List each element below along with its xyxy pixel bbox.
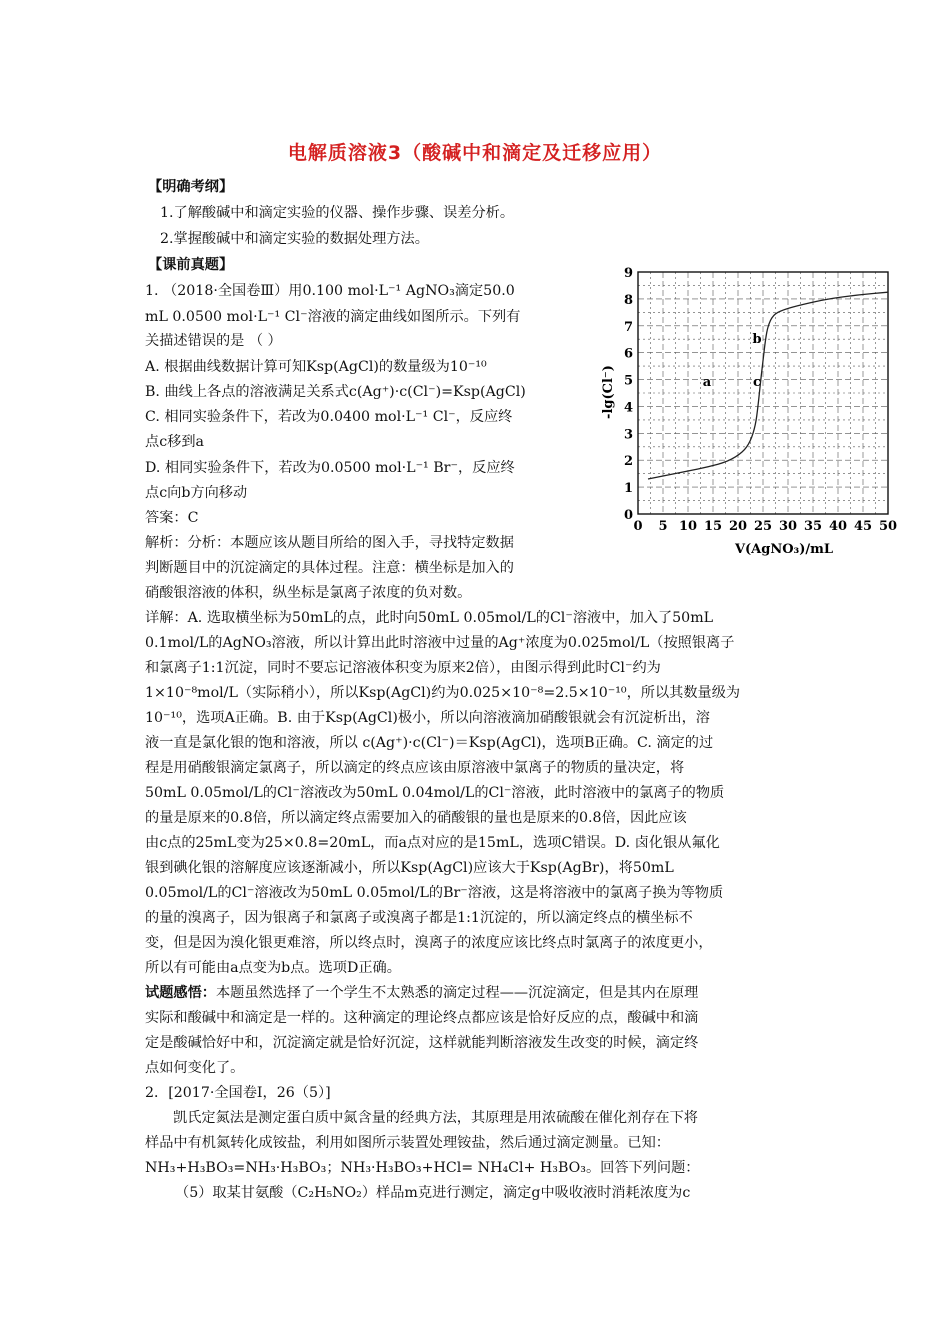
q1-detail-8: 50mL 0.05mol/L的Cl⁻溶液改为50mL 0.04mol/L的Cl⁻溶液，此时溶液中的氯离子的物质 — [145, 785, 725, 801]
q1-detail-12: 0.05mol/L的Cl⁻溶液改为50mL 0.05mol/L的Br⁻溶液，这是将溶液中的氯离子换为等物质 — [145, 885, 724, 901]
q1-analysis-1: 解析：分析：本题应该从题目所给的图入手，寻找特定数据 — [145, 535, 514, 551]
q2-para-4: （5）取某甘氨酸（C₂H₅NO₂）样品m克进行测定，滴定g中吸收液时消耗浓度为c — [175, 1185, 691, 1201]
goal-item-1: 1.了解酸碱中和滴定实验的仪器、操作步骤、误差分析。 — [160, 205, 515, 221]
titration-curve — [648, 292, 888, 479]
goal-item-2: 2.掌握酸碱中和滴定实验的数据处理方法。 — [160, 231, 429, 247]
q1-detail-5: 10⁻¹⁰，选项A正确。B. 由于Ksp(AgCl)极小，所以向溶液滴加硝酸银就会有沉淀析出，溶 — [145, 710, 710, 726]
q1-detail-3: 和氯离子1:1沉淀，同时不要忘记溶液体积变为原来2倍），由图示得到此时Cl⁻约为 — [145, 660, 661, 676]
q1-feeling-text-1: 本题虽然选择了一个学生不太熟悉的滴定过程——沉淀滴定，但是其内在原理 — [215, 985, 699, 1001]
q2-para-3: NH₃+H₃BO₃=NH₃·H₃BO₃；NH₃·H₃BO₃+HCl= NH₄Cl+ H₃BO₃。回答下列问题： — [145, 1160, 700, 1176]
x-tick-label: 10 — [678, 519, 698, 534]
q2-para-2: 样品中有机氮转化成铵盐，利用如图所示装置处理铵盐，然后通过滴定测量。已知： — [145, 1135, 670, 1151]
x-tick-label: 5 — [658, 519, 668, 534]
q1-feeling-line-3: 定是酸碱恰好中和，沉淀滴定就是恰好沉淀，这样就能判断溶液发生改变的时候，滴定终 — [145, 1035, 699, 1051]
q1-option-c-line2: 点c移到a — [145, 434, 204, 450]
x-tick-label: 15 — [703, 519, 723, 534]
q1-answer: 答案：C — [145, 510, 199, 526]
q2-para-1: 凯氏定氮法是测定蛋白质中氮含量的经典方法，其原理是用浓硫酸在催化剂存在下将 — [173, 1110, 698, 1126]
q1-line-3: 关描述错误的是 （ ） — [145, 333, 282, 349]
titration-chart — [598, 262, 903, 560]
x-tick-label: 50 — [878, 519, 898, 534]
x-axis-label: V(AgNO₃)/mL — [734, 542, 834, 557]
q1-line-1: 1. （2018·全国卷Ⅲ）用0.100 mol·L⁻¹ AgNO₃滴定50.0 — [145, 283, 515, 299]
q1-analysis-2: 判断题目中的沉淀滴定的具体过程。注意：横坐标是加入的 — [145, 560, 514, 576]
y-tick-label: 2 — [623, 454, 633, 470]
y-tick-label: 7 — [623, 319, 633, 335]
q1-detail-2: 0.1mol/L的AgNO₃溶液，所以计算出此时溶液中过量的Ag⁺浓度为0.025mol/L（按照银离子 — [145, 635, 735, 651]
y-tick-label: 1 — [623, 481, 633, 497]
q1-feeling-line-2: 实际和酸碱中和滴定是一样的。这种滴定的理论终点都应该是恰好反应的点，酸碱中和滴 — [145, 1010, 699, 1026]
x-tick-label: 25 — [753, 519, 773, 534]
q1-option-a: A. 根据曲线数据计算可知Ksp(AgCl)的数量级为10⁻¹⁰ — [145, 359, 487, 375]
q1-detail-13: 的量的溴离子，因为银离子和氯离子或溴离子都是1:1沉淀的，所以滴定终点的横坐标不 — [145, 910, 693, 926]
x-tick-label: 30 — [778, 519, 798, 534]
chart-grid — [638, 272, 888, 514]
point-label-c: c — [753, 375, 761, 391]
y-tick-label: 8 — [623, 292, 633, 308]
q2-heading: 2．[2017·全国卷Ⅰ，26（5）] — [145, 1085, 331, 1101]
q1-option-d-line1: D. 相同实验条件下，若改为0.0500 mol·L⁻¹ Br⁻，反应终 — [145, 460, 515, 476]
x-tick-label: 45 — [853, 519, 873, 534]
q1-analysis-3: 硝酸银溶液的体积，纵坐标是氯离子浓度的负对数。 — [145, 585, 472, 601]
q1-detail-9: 的量是原来的0.8倍，所以滴定终点需要加入的硝酸银的量也是原来的0.8倍，因此应该 — [145, 810, 687, 826]
y-tick-label: 9 — [623, 266, 633, 281]
chart-point-labels — [703, 332, 762, 390]
q1-option-b: B. 曲线上各点的溶液满足关系式c(Ag⁺)·c(Cl⁻)=Ksp(AgCl) — [145, 384, 526, 400]
q1-detail-6: 液一直是氯化银的饱和溶液，所以 c(Ag⁺)·c(Cl⁻)＝Ksp(AgCl)，选项B正确。C. 滴定的过 — [145, 735, 714, 751]
y-axis-label: -lg(Cl⁻) — [601, 365, 616, 419]
y-tick-label: 3 — [623, 427, 633, 443]
q1-detail-1: 详解：A. 选取横坐标为50mL的点，此时向50mL 0.05mol/L的Cl⁻溶液中，加入了50mL — [145, 610, 714, 626]
x-tick-label: 0 — [633, 519, 643, 534]
x-tick-label: 40 — [828, 519, 848, 534]
q1-detail-7: 程是用硝酸银滴定氯离子，所以滴定的终点应该由原溶液中氯离子的物质的量决定，将 — [145, 760, 685, 776]
q1-detail-10: 由c点的25mL变为25×0.8=20mL，而a点对应的是15mL，选项C错误。D. 卤化银从氟化 — [145, 835, 720, 851]
point-label-a: a — [702, 375, 712, 391]
q1-option-d-line2: 点c向b方向移动 — [145, 485, 248, 501]
y-tick-label: 6 — [623, 346, 633, 362]
q1-detail-11: 银到碘化银的溶解度应该逐渐减小，所以Ksp(AgCl)应该大于Ksp(AgBr)，将50mL — [145, 860, 674, 876]
q1-option-c-line1: C. 相同实验条件下，若改为0.0400 mol·L⁻¹ Cl⁻，反应终 — [145, 409, 513, 425]
chart-tick-labels — [624, 266, 897, 534]
section-goals-heading: 【明确考纲】 — [148, 179, 234, 195]
q1-line-2: mL 0.0500 mol·L⁻¹ Cl⁻溶液的滴定曲线如图所示。下列有 — [145, 309, 521, 325]
q1-feeling-line-4: 点如何变化了。 — [145, 1060, 245, 1076]
page-title: 电解质溶液3（酸碱中和滴定及迁移应用） — [287, 142, 663, 164]
y-tick-label: 4 — [623, 400, 633, 416]
x-tick-label: 35 — [803, 519, 823, 534]
q1-detail-14: 变，但是因为溴化银更难溶，所以终点时，溴离子的浓度应该比终点时氯离子的浓度更小， — [145, 935, 713, 951]
q1-detail-4: 1×10⁻⁸mol/L（实际稍小），所以Ksp(AgCl)约为0.025×10⁻⁸=2.5×10⁻¹⁰，所以其数量级为 — [145, 685, 741, 701]
q1-feeling-label: 试题感悟： — [145, 985, 216, 1001]
q1-feeling-line-1 — [145, 981, 698, 1007]
y-tick-label: 5 — [623, 373, 633, 389]
q1-detail-15: 所以有可能由a点变为b点。选项D正确。 — [145, 960, 401, 976]
section-exam-heading: 【课前真题】 — [148, 257, 234, 273]
point-label-b: b — [752, 332, 762, 348]
y-tick-label: 0 — [623, 508, 633, 523]
x-tick-label: 20 — [728, 519, 748, 534]
